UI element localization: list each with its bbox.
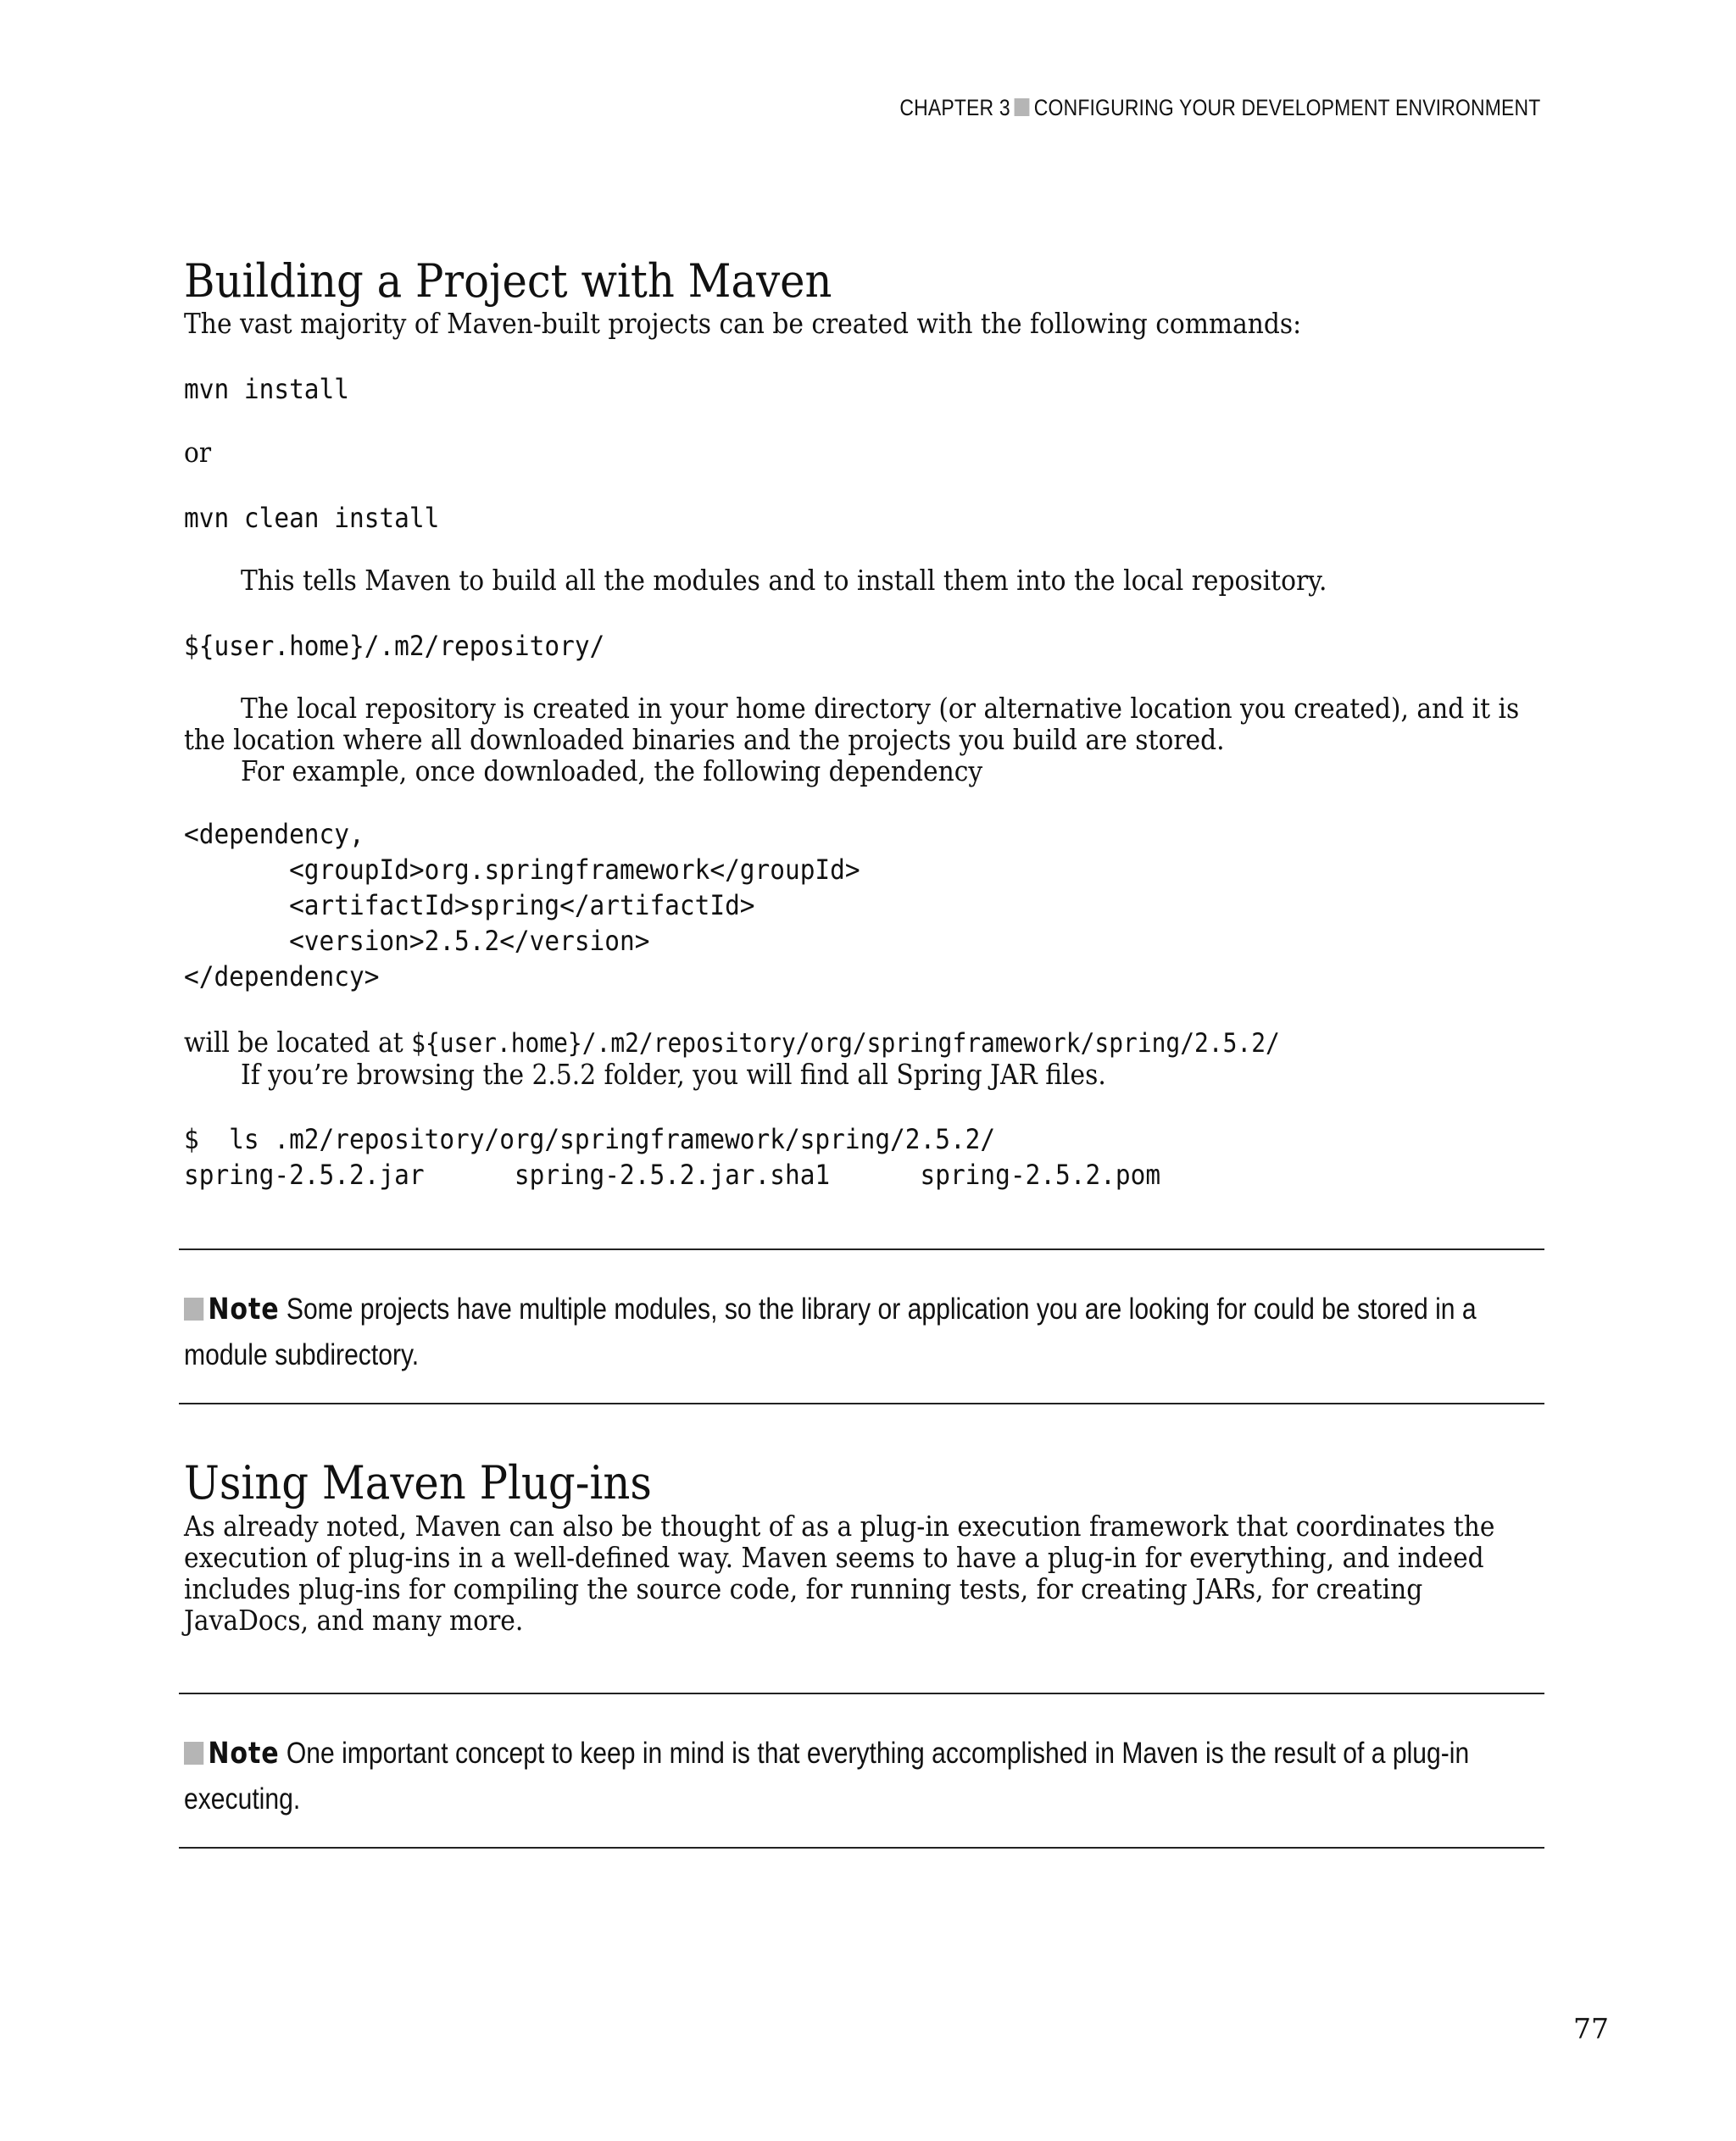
paragraph-browsing-folder: If you’re browsing the 2.5.2 folder, you will find all Spring JAR files.	[241, 1058, 1106, 1091]
located-path-code: ${user.home}/.m2/repository/org/springframework/spring/2.5.2/	[411, 1028, 1280, 1059]
or-text: or	[184, 436, 212, 469]
section-heading-plugins: Using Maven Plug-ins	[184, 1456, 652, 1510]
note-text-line1: Some projects have multiple modules, so the library or application you are looking for could be stored in a	[279, 1293, 1477, 1326]
paragraph-for-example: For example, once downloaded, the following dependency	[241, 754, 983, 787]
note-modules	[184, 1287, 1555, 1377]
code-repository-path: ${user.home}/.m2/repository/	[184, 630, 605, 662]
page-number: 77	[1573, 2012, 1609, 2045]
section-heading-building: Building a Project with Maven	[184, 254, 832, 308]
plugins-paragraph-line2: execution of plug-ins in a well-defined way. Maven seems to have a plug-in for everything, and indeed	[184, 1541, 1484, 1574]
paragraph-located-at	[184, 1026, 1280, 1059]
code-mvn-install: mvn install	[184, 373, 349, 405]
plugins-paragraph-line4: JavaDocs, and many more.	[184, 1604, 524, 1637]
located-text: will be located at	[184, 1026, 412, 1059]
square-bullet-icon	[1014, 98, 1029, 116]
note-text-line2: executing.	[184, 1782, 301, 1816]
plugins-paragraph-line1: As already noted, Maven can also be thought of as a plug-in execution framework that coordinates the	[184, 1510, 1495, 1543]
note-label: Note	[208, 1293, 280, 1326]
note-square-icon	[184, 1298, 203, 1321]
note-text-line2: module subdirectory.	[184, 1338, 420, 1371]
note-rule-top	[179, 1248, 1544, 1250]
plugins-paragraph-line3: includes plug-ins for compiling the source code, for running tests, for creating JARs, for creating	[184, 1572, 1423, 1605]
running-head	[899, 95, 1540, 121]
note-plugin-concept	[184, 1731, 1555, 1821]
paragraph-local-repo-line1: The local repository is created in your home directory (or alternative location you created), and it is	[241, 692, 1520, 725]
note2-rule-bottom	[179, 1847, 1544, 1849]
intro-paragraph: The vast majority of Maven-built projects can be created with the following commands:	[184, 307, 1302, 340]
chapter-title: CONFIGURING YOUR DEVELOPMENT ENVIRONMENT	[1033, 95, 1540, 120]
note-square-icon	[184, 1742, 203, 1765]
note-rule-bottom	[179, 1403, 1544, 1404]
note-label: Note	[208, 1737, 280, 1771]
code-mvn-clean-install: mvn clean install	[184, 502, 440, 534]
note-text-line1: One important concept to keep in mind is that everything accomplished in Maven is the result of a plug-in	[279, 1737, 1470, 1770]
note2-rule-top	[179, 1693, 1544, 1694]
paragraph-build-modules: This tells Maven to build all the modules and to install them into the local repository.	[241, 564, 1327, 597]
code-ls-listing: $ ls .m2/repository/org/springframework/spring/2.5.2/ spring-2.5.2.jar spring-2.5.2.jar.sha1 spring-2.5.2.pom	[184, 1123, 1161, 1191]
code-dependency-block: <dependency, <groupId>org.springframework</groupId> <artifactId>spring</artifactId> <version>2.5.2</version> </dependency>	[184, 818, 860, 993]
chapter-number: CHAPTER 3	[899, 95, 1010, 120]
paragraph-local-repo-line2: the location where all downloaded binaries and the projects you build are stored.	[184, 723, 1225, 756]
